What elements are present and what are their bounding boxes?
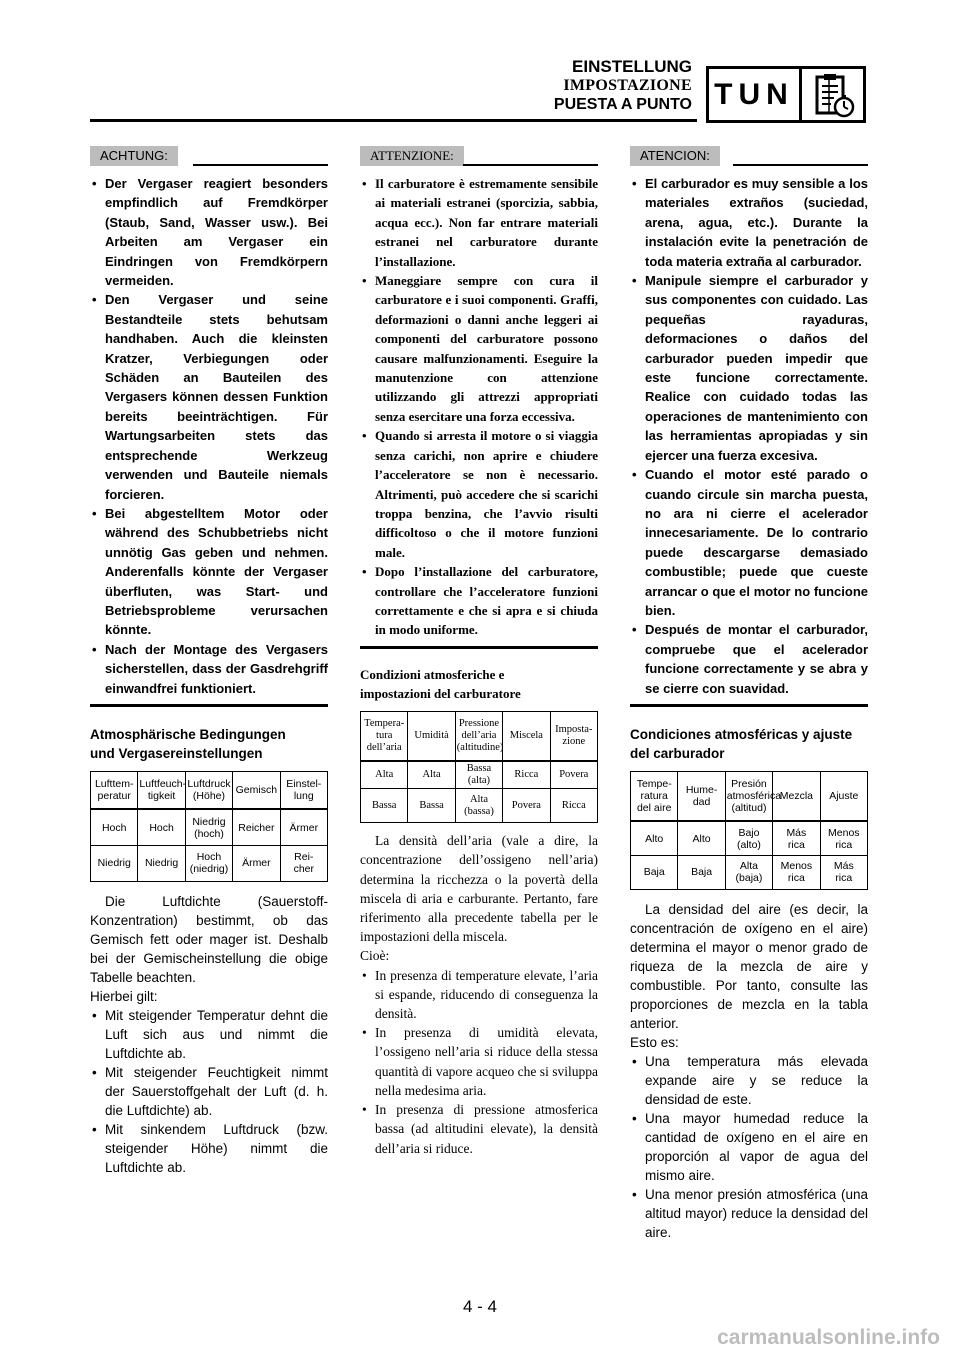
table-cell: Ricca [503,761,550,789]
section-title-line: Condizioni atmosferiche e [360,666,505,682]
section-code: TUN [709,69,802,120]
warning-label: ACHTUNG: [90,146,178,166]
table-cell: Menos rica [820,821,867,855]
table-cell: Bajo (alto) [725,821,772,855]
column-german [90,146,328,1177]
warning-rule [733,164,868,166]
title-it: IMPOSTAZIONE [563,77,692,94]
warning-item: • Quando si arresta il motore o si viaggia senza carichi, non aprire e chiudere l’acceleratore se non è necessario. Altrimenti, può accedere che si scarichi troppa benzina, che l’avvio risulti difficoltoso o che il motore funzioni male. [360,426,598,562]
table-header-cell: Imposta- zione [550,711,597,761]
warning-rule [463,164,598,166]
title-es: PUESTA A PUNTO [553,96,692,113]
table-header-cell: Umidità [408,711,455,761]
lead-text: Esto es: [630,1034,679,1050]
conditions-table [90,771,328,882]
section-title-line: impostazioni del carburatore [360,685,521,701]
table-cell: Povera [503,789,550,823]
table-cell: Rei- cher [280,845,327,881]
column-spanish [630,146,868,1242]
table-cell: Hoch (niedrig) [185,845,232,881]
warning-item: • Der Vergaser reagiert besonders empfindlich auf Fremdkörper (Staub, Sand, Wasser usw.). Bei Arbeiten am Vergaser ein Eindringen von Fremdkörpern vermeiden. [90,174,328,290]
table-header-cell: Presión atmosférica (altitud) [725,771,772,821]
table-header-cell: Luftfeuch- tigkeit [138,771,185,809]
lead-text: Cioè: [360,948,390,964]
warning-header [90,146,328,166]
table-cell: Más rica [820,855,867,889]
density-paragraph: La densidad del aire (es decir, la concentración de oxígeno en el aire) determina el mayor o menor grado de riqueza de la mezcla de aire y combustible. Por tanto, consulte las proporciones de mezcla en la tabla anterior. [630,901,868,1031]
warning-list [630,174,868,698]
warning-item: • El carburador es muy sensible a los materiales extraños (suciedad, arena, agua, etc.). Durante la instalación evite la penetración de toda materia extraña al carburador. [630,174,868,271]
title-de: EINSTELLUNG [572,57,692,76]
table-header-cell: Miscela [503,711,550,761]
warning-item: • Cuando el motor esté parado o cuando circule sin marcha puesta, no ara ni cierre el acelerador innecesariamente. De lo contrario puede descargarse demasiado combustible; puede que cueste arrancar o que el motor no funcione bien. [630,465,868,620]
warning-rule [193,164,328,166]
table-cell: Baja [678,855,725,889]
table-cell: Ricca [550,789,597,823]
warning-item: • Después de montar el carburador, compruebe que el acelerador funcione correctamente y se abra y se cierre con suavidad. [630,620,868,698]
section-title [90,725,328,763]
table-cell: Niedrig [138,845,185,881]
table-cell: Alta (bassa) [455,789,502,823]
table-cell: Alta [408,761,455,789]
section-title-line: und Vergasereinstellungen [90,745,263,761]
table-header-cell: Einstel- lung [280,771,327,809]
density-point: • Mit sinkendem Luftdruck (bzw. steigender Höhe) nimmt die Luftdichte ab. [90,1120,328,1177]
table-cell: Hoch [138,809,185,845]
warning-item: • Manipule siempre el carburador y sus componentes con cuidado. Las pequeñas rayaduras, deformaciones o daños del carburador pueden impedir que este funcione correctamente. Realice con cuidado todas las operaciones de mantenimiento con las herramientas apropiadas y sin ejercer una fuerza excesiva. [630,271,868,465]
density-points [360,966,598,1158]
table-header-cell: Pressione dell’aria (altitudine) [455,711,502,761]
clipboard-stopwatch-icon [802,69,863,120]
warning-item: • Nach der Montage des Vergasers sicherstellen, dass der Gasdrehgriff einwandfrei funktioniert. [90,640,328,698]
warning-item: • Bei abgestelltem Motor oder während des Schubbetriebs nicht unnötig Gas geben und nehmen. Anderenfalls könnte der Vergaser überfluten, was Start- und Betriebsprobleme verursachen könnte. [90,504,328,640]
table-cell: Ärmer [233,845,280,881]
density-point: • Mit steigender Temperatur dehnt die Luft sich aus und nimmt die Luftdichte ab. [90,1006,328,1063]
density-points [90,1006,328,1177]
table-header-cell: Ajuste [820,771,867,821]
warning-list [90,174,328,698]
table-header-cell: Hume- dad [678,771,725,821]
column-italian [360,146,598,1158]
section-badge [706,66,866,123]
density-point: • In presenza di pressione atmosferica bassa (ad altitudini elevate), la densità dell’aria si riduce. [360,1100,598,1158]
warning-label: ATTENZIONE: [360,146,464,166]
section-title [630,725,868,763]
table-cell: Reicher [233,809,280,845]
warning-item: • Dopo l’installazione del carburatore, controllare che l’acceleratore funzioni correttamente e che si apra e si chiuda in modo uniforme. [360,562,598,640]
density-point: • Una mayor humedad reduce la cantidad de oxígeno en el aire en proporción al vapor de agua del mismo aire. [630,1109,868,1185]
warning-item: • Den Vergaser und seine Bestandteile stets behutsam handhaben. Auch die kleinsten Kratzer, Verbiegungen oder Schäden an Bauteilen des Vergasers können dessen Funktion bereits beeinträchtigen. Für Wartungsarbeiten stets das entsprechende Werkzeug verwenden und Bauteile niemals forcieren. [90,290,328,503]
table-cell: Niedrig (hoch) [185,809,232,845]
table-cell: Povera [550,761,597,789]
table-cell: Bassa (alta) [455,761,502,789]
warning-header [630,146,868,166]
density-points [630,1052,868,1242]
table-header-cell: Tempe- ratura del aire [631,771,678,821]
table-cell: Niedrig [91,845,138,881]
section-title-line: del carburador [630,745,725,761]
density-point: • Mit steigender Feuchtigkeit nimmt der Sauerstoffgehalt der Luft (d. h. die Luftdichte) ab. [90,1063,328,1120]
header-titles [554,58,692,113]
section-title-line: Condiciones atmosféricas y ajuste [630,726,853,742]
table-cell: Menos rica [773,855,820,889]
warning-header [360,146,598,166]
density-paragraph: La densità dell’aria (vale a dire, la concentrazione dell’ossigeno nell’aria) determina la ricchezza o la povertà della miscela di aria e carburante. Pertanto, fare riferimento alla precedente tabella per le impostazioni della miscela. [360,833,598,945]
warning-label: ATENCION: [630,146,720,166]
density-point: • In presenza di umidità elevata, l’ossigeno nell’aria si riduce della stessa quantità di vapore acqueo che si sviluppa nella medesima aria. [360,1023,598,1100]
table-cell: Baja [631,855,678,889]
table-cell: Más rica [773,821,820,855]
density-point: • Una temperatura más elevada expande aire y se reduce la densidad de este. [630,1052,868,1109]
density-point: • In presenza di temperature elevate, l’aria si espande, riducendo di conseguenza la densità. [360,966,598,1024]
warning-item: • Il carburatore è estremamente sensibile ai materiali estranei (sporcizia, sabbia, acqua ecc.). Non far entrare materiali estranei nel carburatore durante l’installazione. [360,174,598,271]
density-paragraph: Die Luftdichte (Sauerstoff-Konzentration) bestimmt, ob das Gemisch fett oder mager ist. Deshalb bei der Gemischeinstellung die obige Tabelle beachten. [90,893,328,985]
table-cell: Ärmer [280,809,327,845]
section-title [360,665,598,703]
table-cell: Alto [631,821,678,855]
conditions-table [360,711,598,824]
watermark-link[interactable]: carmanualsonline.info [717,1326,940,1349]
warning-list [360,174,598,640]
table-cell: Hoch [91,809,138,845]
section-title-line: Atmosphärische Bedingungen [90,726,286,742]
conditions-table [630,771,868,890]
table-header-cell: Luftdruck (Höhe) [185,771,232,809]
table-cell: Alta [361,761,408,789]
table-cell: Bassa [361,789,408,823]
table-header-cell: Lufttem- peratur [91,771,138,809]
density-point: • Una menor presión atmosférica (una altitud mayor) reduce la densidad del aire. [630,1185,868,1242]
header-rule [90,119,697,122]
page-number: 4 - 4 [462,1297,498,1316]
lead-text: Hierbei gilt: [90,988,158,1004]
table-cell: Alta (baja) [725,855,772,889]
table-header-cell: Mezcla [773,771,820,821]
table-cell: Bassa [408,789,455,823]
table-header-cell: Tempera- tura dell’aria [361,711,408,761]
table-cell: Alto [678,821,725,855]
table-header-cell: Gemisch [233,771,280,809]
warning-item: • Maneggiare sempre con cura il carburatore e i suoi componenti. Graffi, deformazioni o danni anche leggeri ai componenti del carburatore possono causare malfunzionamenti. Eseguire la manutenzione con attenzione utilizzando gli attrezzi appropriati senza esercitare una forza eccessiva. [360,271,598,426]
